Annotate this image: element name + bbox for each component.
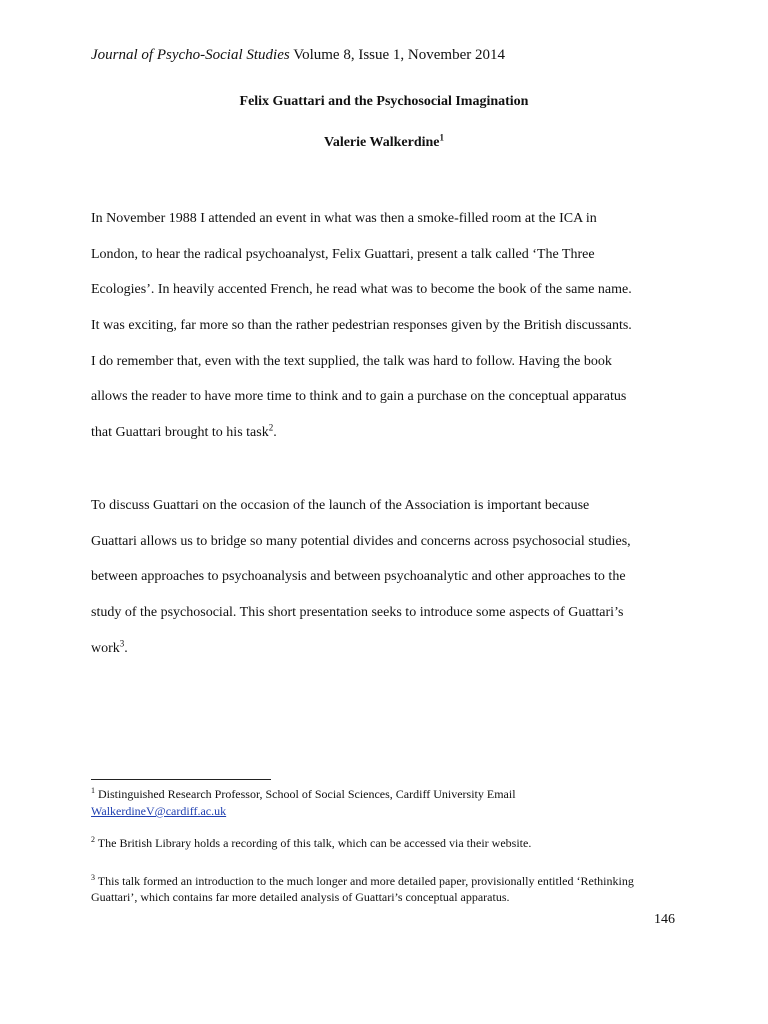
footnote-2: [91, 835, 691, 852]
paragraph-end-punct: .: [124, 640, 128, 656]
paragraph-line: London, to hear the radical psychoanalyst, Felix Guattari, present a talk called ‘The Three: [91, 246, 595, 262]
paragraph-line: Guattari allows us to bridge so many potential divides and concerns across psychosocial studies,: [91, 533, 631, 549]
paragraph-line: In November 1988 I attended an event in what was then a smoke-filled room at the ICA in: [91, 211, 597, 226]
paragraph-line: I do remember that, even with the text supplied, the talk was hard to follow. Having the book: [91, 353, 612, 369]
paragraph-line: between approaches to psychoanalysis and between psychoanalytic and other approaches to the: [91, 569, 626, 585]
paragraph-line: It was exciting, far more so than the rather pedestrian responses given by the British discussants.: [91, 318, 632, 334]
paper-title: Felix Guattari and the Psychosocial Imagination: [239, 94, 529, 109]
footnote-text-continued: Guattari’, which contains far more detailed analysis of Guattari’s conceptual apparatus.: [91, 890, 510, 904]
paragraph-1: [91, 210, 691, 460]
footnote-ref-2[interactable]: 2: [268, 422, 274, 433]
paragraph-line: allows the reader to have more time to think and to gain a purchase on the conceptual apparatus: [91, 389, 627, 405]
footnote-text: This talk formed an introduction to the much longer and more detailed paper, provisionally entitled ‘Rethinking: [95, 874, 634, 888]
paragraph-end-punct: .: [273, 425, 277, 441]
footnote-text: The British Library holds a recording of this talk, which can be accessed via their website.: [95, 836, 532, 850]
footnote-number: 1: [91, 786, 95, 795]
paragraph-line: Ecologies’. In heavily accented French, he read what was to become the book of the same name.: [91, 282, 632, 298]
page-number: 146: [654, 912, 675, 927]
paragraph-line-text: that Guattari brought to his task: [91, 425, 269, 441]
footnote-separator: [91, 779, 271, 780]
running-header: [91, 46, 505, 64]
author-name: Valerie Walkerdine: [324, 135, 440, 150]
footnote-text: Distinguished Research Professor, School of Social Sciences, Cardiff University Email: [95, 787, 516, 801]
author-line: [0, 134, 768, 152]
paragraph-line: To discuss Guattari on the occasion of the launch of the Association is important because: [91, 498, 590, 513]
footnote-number: 2: [91, 835, 95, 844]
paragraph-line-last: [91, 640, 691, 676]
author-email-link[interactable]: WalkerdineV@cardiff.ac.uk: [91, 804, 227, 818]
journal-issue: Volume 8, Issue 1, November 2014: [289, 47, 505, 63]
paragraph-2: [91, 497, 691, 675]
author-footnote-ref[interactable]: 1: [439, 132, 444, 143]
journal-name: Journal of Psycho-Social Studies: [91, 47, 290, 63]
footnote-1: [91, 786, 691, 820]
footnote-3: [91, 873, 691, 905]
footnote-ref-3[interactable]: 3: [119, 638, 125, 649]
paragraph-line-last: [91, 424, 691, 460]
paragraph-line: study of the psychosocial. This short presentation seeks to introduce some aspects of Guattari’s: [91, 605, 624, 621]
footnote-number: 3: [91, 873, 95, 882]
paragraph-line-text: work: [91, 640, 120, 656]
